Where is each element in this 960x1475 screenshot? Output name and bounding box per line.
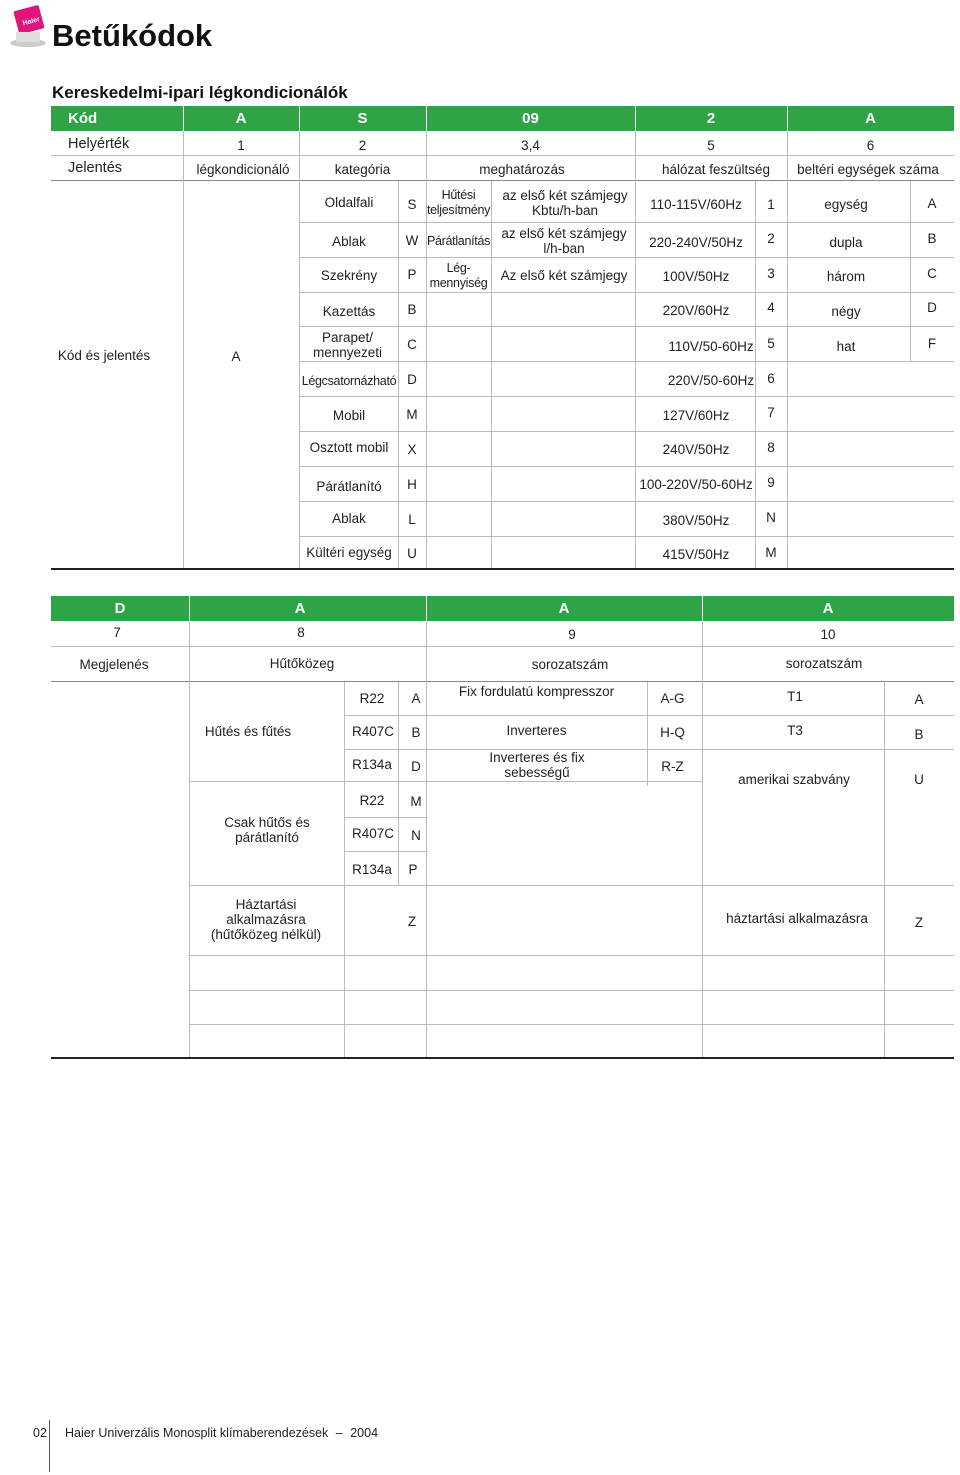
compressor-range: A-G [660, 691, 685, 706]
table1-header-cell: A [865, 110, 876, 127]
unit-code: A [927, 196, 937, 211]
footer-divider [49, 1420, 50, 1472]
unit-name: három [826, 269, 866, 284]
pos-cell: 8 [297, 625, 305, 640]
voltage-value: 415V/50Hz [662, 547, 730, 562]
meaning-cell: légkondicionáló [196, 162, 290, 177]
unit-name: hat [836, 339, 856, 354]
voltage-code: 9 [767, 475, 775, 490]
footer-year: 2004 [350, 1426, 379, 1440]
pos-cell: 5 [707, 138, 715, 153]
definition-desc: az első két számjegy Kbtu/h-ban [502, 188, 628, 218]
voltage-code: 8 [767, 440, 775, 455]
voltage-value: 110-115V/60Hz [650, 197, 742, 212]
footer-text: Haier Univerzális Monosplit klímaberendezések – 2004 [65, 1426, 379, 1440]
compressor-name: Inverteres és fix sebességű [489, 750, 585, 780]
category-code: D [407, 372, 417, 387]
table1-header-cell: 2 [706, 110, 716, 127]
series-code: U [914, 772, 924, 787]
category-name: Parapet/ mennyezeti [312, 330, 383, 360]
refrigerant-code: A [411, 691, 421, 706]
category-name: Szekrény [320, 268, 378, 283]
category-name: Kazettás [322, 304, 376, 319]
pos-cell: 2 [358, 138, 367, 153]
row-label-helyertek: Helyérték [68, 136, 130, 152]
mode-home: Háztartási alkalmazásra (hűtőközeg nélkül) [210, 897, 322, 942]
refrigerant-name: R134a [352, 862, 392, 877]
meaning-cell: beltéri egységek száma [797, 162, 939, 177]
refrigerant-name: R22 [359, 793, 385, 808]
category-code: M [406, 407, 418, 422]
voltage-code: 2 [767, 231, 775, 246]
mode-cool: Csak hűtős és párátlanító [224, 815, 310, 845]
voltage-value: 100-220V/50-60Hz [639, 477, 753, 492]
home-code: Z [407, 914, 417, 929]
unit-code: D [927, 300, 937, 315]
voltage-code: 4 [767, 300, 775, 315]
category-name: Osztott mobil [309, 440, 389, 455]
series-code: Z [914, 915, 924, 930]
table1-header-cell: S [357, 110, 368, 127]
voltage-value: 380V/50Hz [662, 513, 730, 528]
pos-cell: 7 [113, 625, 121, 640]
row-label-jelentes: Jelentés [68, 160, 123, 176]
category-name: Kültéri egység [306, 545, 392, 560]
pos-cell: 3,4 [521, 138, 540, 153]
pos-cell: 6 [866, 138, 875, 153]
voltage-value: 240V/50Hz [662, 442, 730, 457]
meaning-cell: meghatározás [479, 162, 565, 177]
voltage-code: 6 [767, 371, 775, 386]
category-code: L [408, 512, 416, 527]
voltage-code: 3 [767, 266, 775, 281]
voltage-code: N [766, 510, 776, 525]
unit-name: dupla [829, 235, 863, 250]
definition-type: Párátlanítás [426, 234, 491, 248]
category-code: H [407, 477, 417, 492]
unit-name: négy [831, 304, 861, 319]
footer-title: Haier Univerzális Monosplit klímaberendezések [65, 1426, 329, 1440]
table1-header-cell: A [235, 110, 247, 127]
series-code: B [914, 727, 924, 742]
page-title: Betűkódok [52, 18, 213, 53]
refrigerant-code: N [411, 828, 421, 843]
unit-code: C [927, 266, 937, 281]
meaning-cell: sorozatszám [531, 657, 609, 672]
definition-type: Hűtési teljesítmény [426, 188, 491, 217]
table2-header-cell: A [294, 600, 306, 617]
category-code: C [407, 337, 417, 352]
category-code: W [405, 233, 419, 248]
refrigerant-name: R22 [359, 691, 385, 706]
refrigerant-code: M [410, 794, 422, 809]
compressor-range: H-Q [660, 725, 685, 740]
refrigerant-code: P [408, 862, 418, 877]
meaning-cell: Megjelenés [79, 657, 149, 672]
series-code: A [914, 692, 924, 707]
category-name: Oldalfali [324, 195, 374, 210]
series-name: amerikai szabvány [738, 772, 850, 787]
voltage-value: 220V/60Hz [662, 303, 730, 318]
category-name: Ablak [332, 511, 366, 526]
category-code: X [407, 442, 417, 457]
voltage-value: 110V/50-60Hz [668, 339, 754, 354]
definition-desc: az első két számjegy l/h-ban [501, 226, 627, 256]
voltage-value: 127V/60Hz [662, 408, 730, 423]
footer-page-number: 02 [33, 1426, 47, 1440]
voltage-code: 7 [767, 405, 775, 420]
voltage-code: M [765, 545, 777, 560]
kod-value: A [231, 349, 241, 364]
table2-header-cell: A [558, 600, 570, 617]
refrigerant-code: B [411, 725, 421, 740]
category-code: U [407, 546, 417, 561]
kod-label: Kód és jelentés [57, 348, 151, 363]
voltage-code: 1 [767, 197, 775, 212]
table2-header-cell: D [114, 600, 126, 617]
pos-cell: 9 [568, 627, 576, 642]
category-code: B [407, 302, 417, 317]
definition-desc: Az első két számjegy [500, 268, 628, 283]
table1-header-cell: 09 [522, 110, 539, 127]
definition-type: Lég- mennyiség [429, 261, 488, 290]
category-name: Ablak [332, 234, 366, 249]
pos-cell: 10 [820, 627, 836, 642]
meaning-cell: kategória [334, 162, 391, 177]
refrigerant-name: R134a [352, 757, 392, 772]
table1-header-kod: Kód [68, 110, 98, 127]
haier-logo [8, 5, 48, 50]
compressor-name: Inverteres [506, 723, 567, 738]
series-name: T3 [787, 723, 803, 738]
meaning-cell: sorozatszám [785, 656, 863, 671]
compressor-range: R-Z [661, 759, 684, 774]
pos-cell: 1 [237, 138, 245, 153]
meaning-cell: hálózat feszültség [661, 162, 771, 177]
category-name: Párátlanító [316, 479, 382, 494]
unit-code: F [927, 336, 937, 351]
meaning-cell: Hűtőközeg [269, 656, 335, 671]
refrigerant-name: R407C [351, 826, 395, 841]
voltage-value: 100V/50Hz [662, 269, 730, 284]
refrigerant-name: R407C [351, 724, 395, 739]
logo-text: Haier [21, 16, 41, 28]
series-name: háztartási alkalmazásra [726, 911, 868, 926]
series-name: T1 [787, 689, 803, 704]
table2-header-cell: A [822, 600, 834, 617]
category-code: S [407, 197, 417, 212]
unit-name: egység [824, 197, 868, 212]
compressor-name: Fix fordulatú kompresszor [458, 684, 615, 699]
unit-code: B [927, 231, 937, 246]
section-title: Kereskedelmi-ipari légkondicionálók [52, 83, 348, 102]
category-name: Mobil [332, 408, 366, 423]
category-code: P [407, 267, 417, 282]
voltage-value: 220-240V/50Hz [649, 235, 743, 250]
voltage-value: 220V/50-60Hz [667, 373, 755, 388]
mode-heat: Hűtés és fűtés [204, 724, 292, 739]
voltage-code: 5 [767, 336, 775, 351]
refrigerant-code: D [411, 759, 421, 774]
category-name: Légcsatornázható [301, 374, 397, 388]
